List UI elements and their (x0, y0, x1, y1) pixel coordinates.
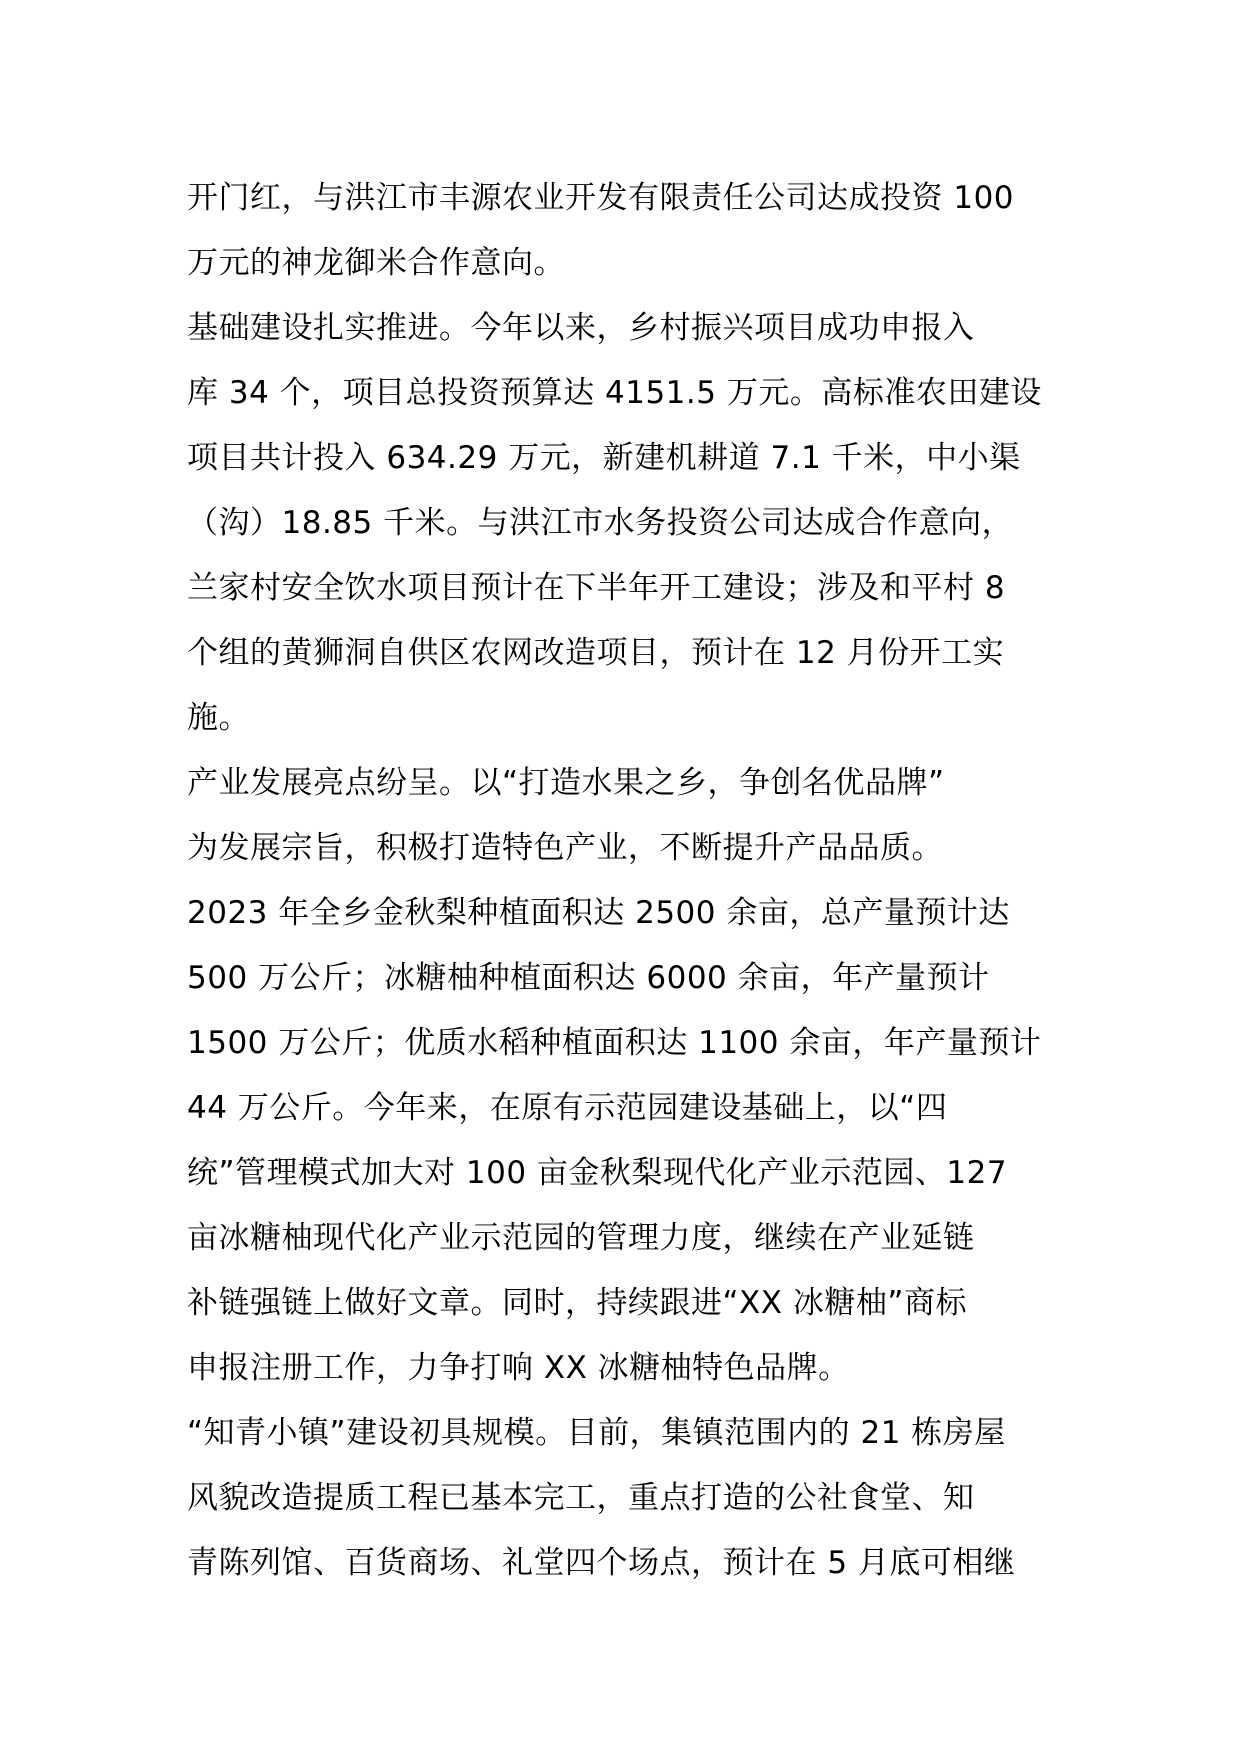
text-line: 500 万公斤；冰糖柚种植面积达 6000 余亩，年产量预计 (187, 960, 990, 996)
text-line: 产业发展亮点纷呈。以“打造水果之乡，争创名优品牌” (187, 765, 945, 801)
text-line: 2023 年全乡金秋梨种植面积达 2500 余亩，总产量预计达 (187, 895, 1010, 931)
text-line: 为发展宗旨，积极打造特色产业，不断提升产品品质。 (187, 830, 943, 866)
text-line: 兰家村安全饮水项目预计在下半年开工建设；涉及和平村 8 (187, 570, 1006, 606)
text-line: 基础建设扎实推进。今年以来，乡村振兴项目成功申报入 (187, 310, 975, 346)
paragraph-youth-town (187, 1401, 1057, 1596)
paragraph-infrastructure (187, 296, 1057, 751)
paragraph-investment (187, 166, 1057, 296)
text-line: 项目共计投入 634.29 万元，新建机耕道 7.1 千米，中小渠 (187, 440, 1021, 476)
text-line: 统”管理模式加大对 100 亩金秋梨现代化产业示范园、127 (187, 1155, 1008, 1191)
document-page (187, 166, 1057, 1596)
text-line: 1500 万公斤；优质水稻种植面积达 1100 余亩，年产量预计 (187, 1025, 1042, 1061)
text-line: 库 34 个，项目总投资预算达 4151.5 万元。高标准农田建设 (187, 375, 1042, 411)
text-line: 44 万公斤。今年来，在原有示范园建设基础上，以“四 (187, 1090, 948, 1126)
text-line: （沟）18.85 千米。与洪江市水务投资公司达成合作意向， (187, 505, 1014, 541)
text-line: 青陈列馆、百货商场、礼堂四个场点，预计在 5 月底可相继 (187, 1545, 1016, 1581)
text-line: “知青小镇”建设初具规模。目前，集镇范围内的 21 栋房屋 (187, 1415, 1006, 1451)
text-line: 开门红，与洪江市丰源农业开发有限责任公司达成投资 100 (187, 180, 1015, 216)
text-line: 万元的神龙御米合作意向。 (187, 245, 565, 281)
text-line: 申报注册工作，力争打响 XX 冰糖柚特色品牌。 (187, 1350, 850, 1386)
text-line: 个组的黄狮洞自供区农网改造项目，预计在 12 月份开工实 (187, 635, 1005, 671)
text-line: 风貌改造提质工程已基本完工，重点打造的公社食堂、知 (187, 1480, 975, 1516)
text-line: 施。 (187, 700, 250, 736)
text-line: 亩冰糖柚现代化产业示范园的管理力度，继续在产业延链 (187, 1220, 975, 1256)
paragraph-industry (187, 751, 1057, 1401)
text-line: 补链强链上做好文章。同时，持续跟进“XX 冰糖柚”商标 (187, 1285, 967, 1321)
